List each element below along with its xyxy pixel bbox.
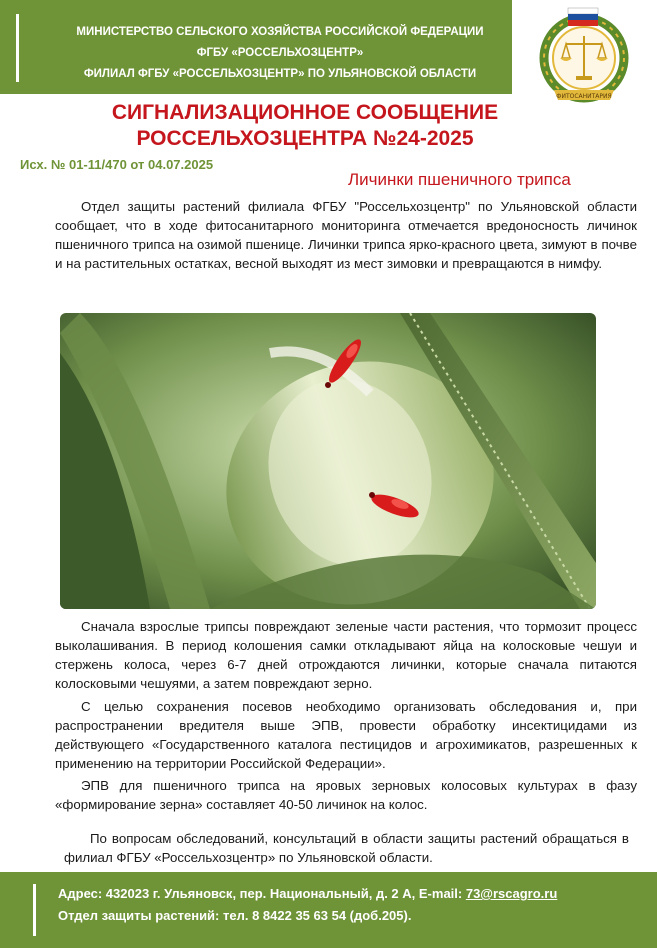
title-line-1: СИГНАЛИЗАЦИОННОЕ СООБЩЕНИЕ: [111, 101, 499, 124]
damage-paragraph: Сначала взрослые трипсы повреждают зеленые части растения, что тормозит процесс выколашивания. В период колошения самки откладывают яйца на колосковые чешуи и стержень колоса, через 6-7 дней отрождаются личинки, которые сначала питаются колосковыми чешуями, а затем повреждают зерно.: [55, 619, 637, 691]
thrips-photo: [60, 313, 596, 609]
emblem-icon: [532, 2, 636, 108]
header-branch: ФИЛИАЛ ФГБУ «РОССЕЛЬХОЗЦЕНТР» ПО УЛЬЯНОВСКОЙ ОБЛАСТИ: [83, 68, 477, 80]
contact-paragraph: По вопросам обследований, консультаций в области защиты растений обращаться в филиал ФГБУ «Россельхозцентр» по Ульяновской области.: [64, 831, 629, 865]
wheat-ear-image: [60, 313, 596, 609]
document-title: [60, 100, 550, 152]
reference-number: Исх. № 01-11/470 от 04.07.2025: [20, 157, 214, 172]
treatment-paragraph: С целью сохранения посевов необходимо организовать обследования и, при распространении вредителя выше ЭПВ, провести обработку инсектицидами из действующего «Государственного каталога пестицидов и агрохимикатов, разрешенных к применению на территории Российской Федерации».: [55, 699, 637, 771]
title-line-2: РОССЕЛЬХОЗЦЕНТРА №24-2025: [136, 127, 474, 150]
header-org: ФГБУ «РОССЕЛЬХОЗЦЕНТР»: [196, 47, 364, 59]
header-ministry: МИНИСТЕРСТВО СЕЛЬСКОГО ХОЗЯЙСТВА РОССИЙСКОЙ ФЕДЕРАЦИИ: [76, 26, 484, 38]
emblem-label: ФИТОСАНИТАРИЯ: [556, 93, 612, 100]
header-text: [40, 22, 520, 85]
footer-stripe: [33, 884, 36, 936]
threshold-paragraph: ЭПВ для пшеничного трипса на яровых зерновых колосовых культурах в фазу «формирование зерна» составляет 40-50 личинок на колос.: [55, 778, 637, 812]
intro-paragraph: Отдел защиты растений филиала ФГБУ "Россельхозцентр" по Ульяновской области сообщает, что в ходе фитосанитарного мониторинга отмечается вредоносность личинок пшеничного трипса на озимой пшенице. Личинки трипса ярко-красного цвета, зимуют в почве и на растительных остатках, весной выходят из мест зимовки и превращаются в нимфу.: [55, 199, 637, 271]
email-link[interactable]: 73@rscagro.ru: [465, 886, 558, 901]
subject-heading: Личинки пшеничного трипса: [348, 170, 571, 189]
footer-phone: Отдел защиты растений: тел. 8 8422 35 63 54 (доб.205).: [58, 908, 412, 923]
footer-address-line: [58, 886, 557, 901]
footer-banner: [0, 872, 657, 948]
header-stripe: [16, 14, 19, 82]
footer-address: Адрес: 432023 г. Ульяновск, пер. Национальный, д. 2 А, E-mail:: [58, 886, 466, 901]
emblem: [512, 0, 657, 110]
